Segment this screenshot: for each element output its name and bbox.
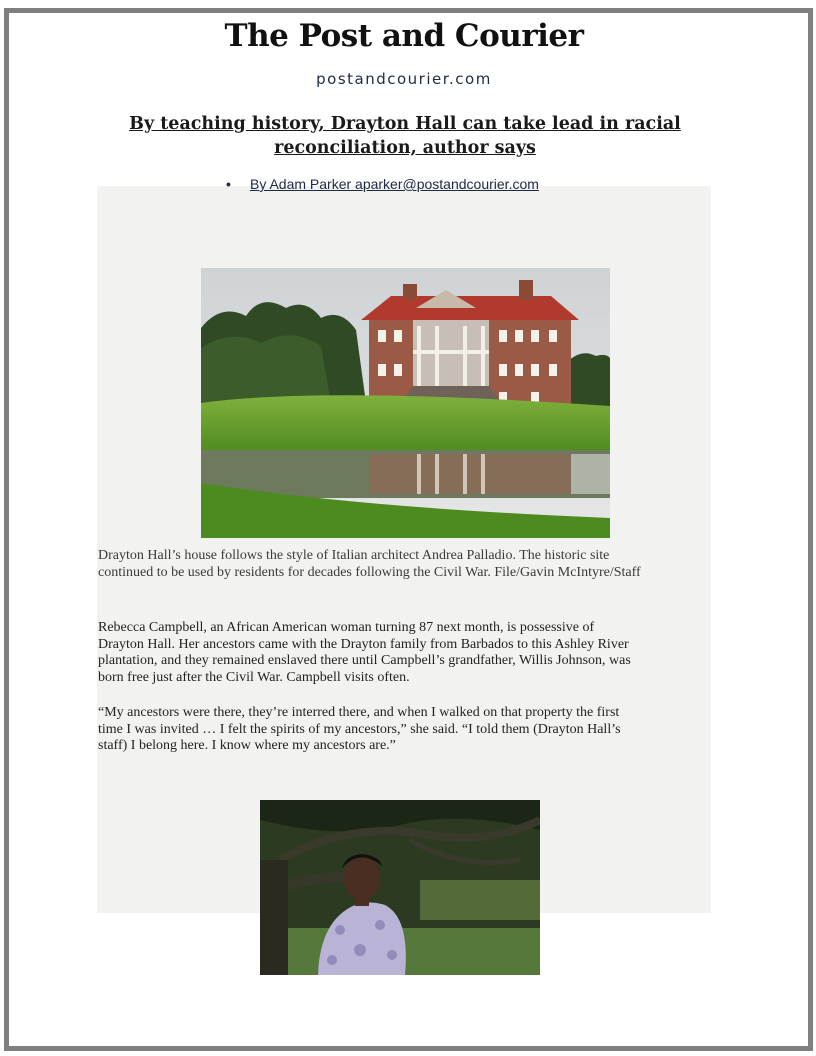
headline-line-2: reconciliation, author says bbox=[274, 138, 536, 158]
headline-line-1: By teaching history, Drayton Hall can take lead in racial bbox=[129, 114, 681, 134]
paragraph-1-line-3: plantation, and they remained enslaved there until Campbell’s grandfather, Willis Johnson, was bbox=[98, 653, 631, 668]
paragraph-2-line-3: staff) I belong here. I know where my ancestors are.” bbox=[98, 738, 396, 753]
caption-line-1: Drayton Hall’s house follows the style of Italian architect Andrea Palladio. The historic site bbox=[98, 548, 610, 563]
paragraph-2-quote bbox=[98, 705, 710, 755]
photo-caption bbox=[98, 548, 710, 581]
site-url[interactable]: postandcourier.com bbox=[316, 70, 492, 88]
paragraph-1 bbox=[98, 620, 710, 686]
paragraph-2-line-1: “My ancestors were there, they’re interred there, and when I walked on that property the first bbox=[98, 705, 620, 720]
bullet: • bbox=[226, 176, 231, 192]
masthead-title: The Post and Courier bbox=[224, 18, 584, 54]
caption-line-2: continued to be used by residents for decades following the Civil War. File/Gavin McIntyre/Staff bbox=[98, 564, 641, 580]
drayton-hall-photo bbox=[201, 268, 610, 538]
rebecca-campbell-portrait bbox=[260, 800, 540, 975]
article-headline[interactable] bbox=[120, 112, 690, 160]
author-byline-link[interactable]: By Adam Parker aparker@postandcourier.com bbox=[250, 176, 539, 192]
paragraph-1-line-2: Drayton Hall. Her ancestors came with the Drayton family from Barbados to this Ashley River bbox=[98, 636, 629, 652]
paragraph-1-line-4: born free just after the Civil War. Campbell visits often. bbox=[98, 669, 410, 685]
paragraph-1-line-1: Rebecca Campbell, an African American woman turning 87 next month, is possessive of bbox=[98, 620, 595, 635]
paragraph-2-line-2: time I was invited … I felt the spirits of my ancestors,” she said. “I told them (Drayton Hall’s bbox=[98, 721, 621, 737]
byline-row bbox=[226, 176, 646, 192]
